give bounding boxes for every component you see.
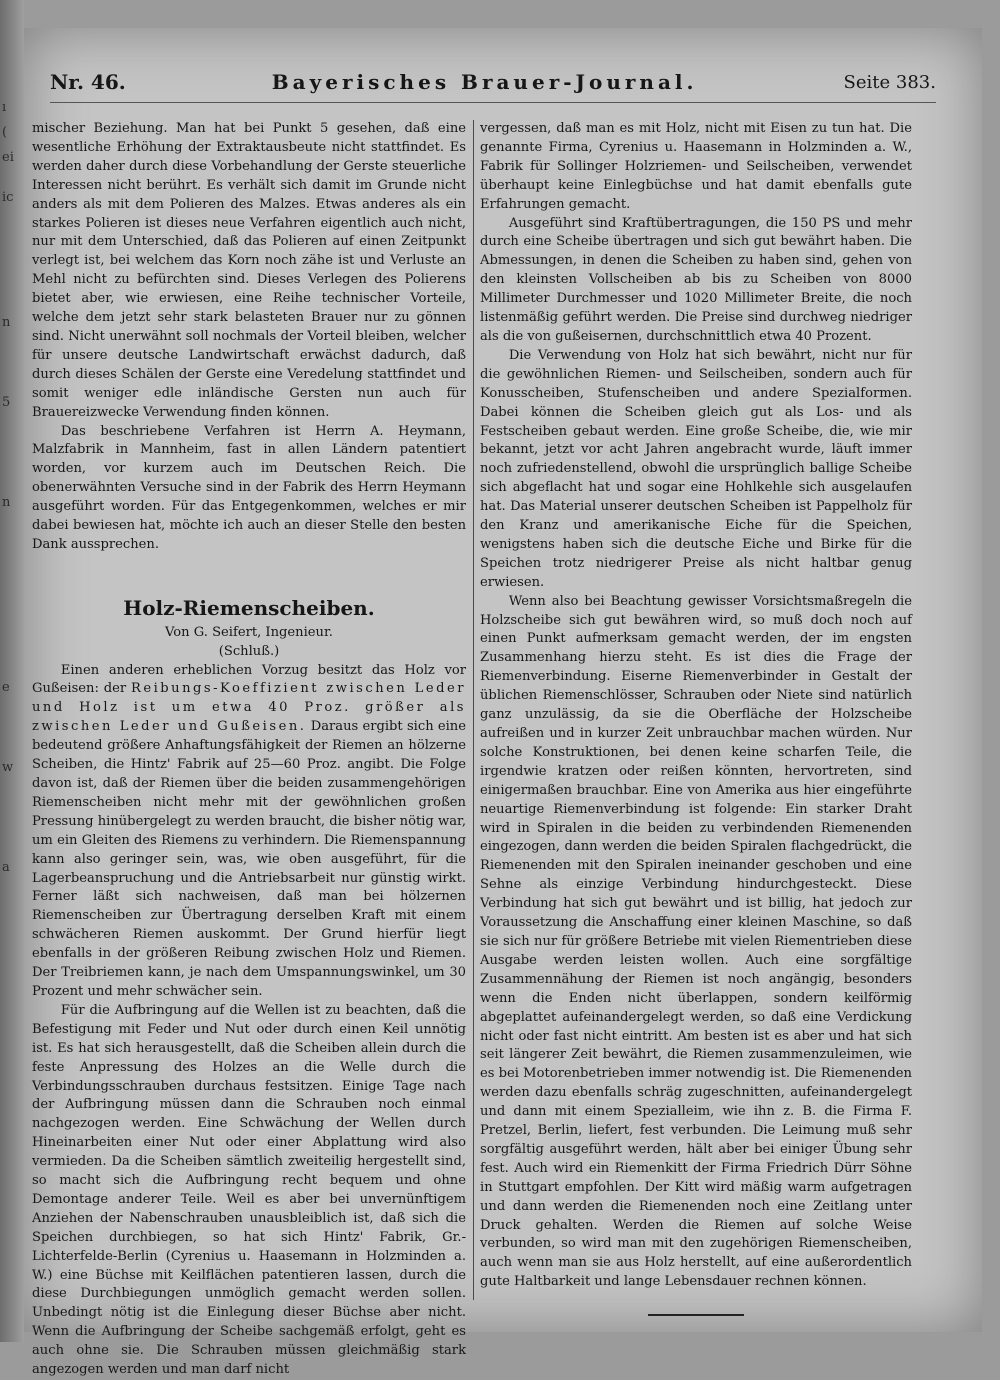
issue-number: Nr. 46. bbox=[50, 70, 126, 94]
end-of-article-rule bbox=[648, 1314, 744, 1316]
left-column bbox=[32, 120, 466, 1380]
paragraph: mischer Beziehung. Man hat bei Punkt 5 gesehen, daß eine wesentliche Erhöhung der Extraktausbeute nicht stattfindet. Es werden daher durch diese Vorbehandlung der Gerste steuerliche Interessen nicht berührt. Es verhält sich damit im Grunde nicht anders als mit dem Polieren des Malzes. Etwas anderes als ein starkes Polieren ist dieses neue Verfahren eigentlich auch nicht, nur mit dem Unterschied, daß das Polieren auf einen Zeitpunkt verlegt ist, bei welchem das Korn noch zähe ist und Verluste an Mehl nicht zu befürchten sind. Dieses Verlegen des Polierens bietet aber, wie erwiesen, eine Reihe technischer Vorteile, welche dem jetzt sehr stark belasteten Brauer nur zu gönnen sind. Nicht unerwähnt soll nochmals der Vorteil bleiben, welcher für unsere deutsche Landwirtschaft erwächst dadurch, daß durch dieses Schälen der Gerste eine Veredelung stattfindet und somit weniger edle inländische Gersten nun auch für Brauereizwecke Verwendung finden können. bbox=[32, 121, 466, 420]
edge-fragment: ( bbox=[2, 125, 8, 140]
running-header bbox=[50, 62, 936, 103]
paragraph: vergessen, daß man es mit Holz, nicht mit Eisen zu tun hat. Die genannte Firma, Cyrenius u. Haasemann in Holzminden a. W., Fabrik für Sollinger Holzriemen- und Seilscheiben, verwendet überhaupt keine Einlegbüchse und hat damit ebenfalls gute Erfahrungen gemacht. bbox=[480, 121, 912, 212]
adjacent-page-edge bbox=[0, 0, 24, 1342]
emphasized-text: Reibungs-Koeffizient zwischen Leder und Holz ist um etwa 40 Proz. größer als zwischen Leder und Gußeisen. bbox=[32, 681, 466, 735]
paragraph: Die Verwendung von Holz hat sich bewährt, nicht nur für die gewöhnlichen Riemen- und Seilscheiben, sondern auch für Konusscheiben, Stufenscheiben und andere Spezialformen. Dabei können die Scheiben gleich gut als Los- und als Festscheiben gebaut werden. Eine große Scheibe, die, wie mir bekannt, jetzt vor acht Jahren angebracht wurde, läuft immer noch zufriedenstellend, obwohl die ursprünglich ballige Scheibe sich abgeflacht hat und sogar eine Hohlkehle sich ausgelaufen hat. Das Material unserer deutschen Scheiben ist Pappelholz für den Kranz und amerikanische Eiche für die Speichen, wenigstens haben sich die deutsche Eiche und Birke für die Speichen trotz niedrigerer Preise als nicht haltbar genug erwiesen. bbox=[480, 347, 912, 590]
article-title: Holz-Riemenscheiben. bbox=[123, 595, 375, 620]
paragraph: Für die Aufbringung auf die Wellen ist zu beachten, daß die Befestigung mit Feder und Nut oder durch einen Keil unnötig ist. Es hat sich herausgestellt, daß die Scheiben allein durch die feste Anpressung des Holzes an die Welle durch die Verbindungsschrauben durchaus festsitzen. Einige Tage nach der Aufbringung müssen dann die Schrauben noch einmal nachgezogen werden. Eine Schwächung der Wellen durch Hineinarbeiten einer Nut oder einer Abplattung wird also vermieden. Da die Scheiben sämtlich zweiteilig hergestellt sind, so macht sich die Aufbringung recht bequem und ohne Demontage anderer Teile. Weil es aber bei unvernünftigem Anziehen der Nabenschrauben unausbleiblich ist, daß sich die Speichen durchbiegen, so hat sich Hintz' Fabrik, Gr.-Lichterfelde-Berlin (Cyrenius u. Haasemann in Holzminden a. W.) eine Büchse mit Keilflächen patentieren lassen, durch die diese Durchbiegungen unmöglich gemacht werden sollen. Unbedingt nötig ist die Einlegung dieser Büchse aber nicht. Wenn die Aufbringung der Scheibe sachgemäß erfolgt, geht es auch ohne sie. Die Schrauben müssen gleichmäßig stark angezogen werden und man darf nicht bbox=[32, 1002, 466, 1378]
paragraph: Wenn also bei Beachtung gewisser Vorsichtsmaßregeln die Holzscheibe sich gut bewähren wird, so muß doch noch auf einen Punkt aufmerksam gemacht werden, der im engsten Zusammenhang hierzu steht. Es ist dies die Frage der Riemenverbindung. Eiserne Riemenverbinder in Gestalt der üblichen Riemenschlösser, Schrauben oder Niete sind natürlich ganz unzulässig, da sie die Oberfläche der Holzscheibe aufreißen und in kurzer Zeit unbrauchbar machen würden. Nur solche Konstruktionen, bei denen keine scharfen Teile, die irgendwie kratzen oder reißen könnten, hervortreten, sind einigermaßen brauchbar. Eine von Amerika aus hier eingeführte neuartige Riemenverbindung ist folgende: Ein starker Draht wird in Spiralen in die beiden zu verbindenden Riemenenden eingezogen, dann werden die beiden Spiralen flachgedrückt, die Riemenenden mit den Spiralen ineinander geschoben und eine Sehne als einzige Verbindung hindurchgesteckt. Diese Verbindung hat sich gut bewährt und ist billig, hat jedoch zur Voraussetzung die Anschaffung einer kleinen Maschine, so daß sie sich nur für größere Betriebe mit vielen Riementrieben diese Ausgabe werden leisten wollen. Auch eine sorgfältige Zusammennähung der Riemen ist noch angängig, besonders wenn die Enden nicht überlappen, sondern keilförmig abgeplattet aufeinandergelegt werden, so daß eine Verdickung nicht oder fast nicht eintritt. Am besten ist es aber und hat sich seit längerer Zeit bewährt, die Riemen zusammenzuleimen, wie es bei Motorenbetrieben immer notwendig ist. Die Riemenenden werden dazu ebenfalls schräg zugeschnitten, aufeinandergelegt und dann mit einem Spezialleim, wie ihn z. B. die Firma F. Pretzel, Berlin, liefert, fest verbunden. Die Leimung muß sehr sorgfältig ausgeführt werden, hält aber bei einiger Übung sehr fest. Auch wird ein Riemenkitt der Firma Friedrich Dürr Söhne in Stuttgart empfohlen. Der Kitt wird mäßig warm aufgetragen und dann werden die Riemenenden noch eine Zeitlang unter Druck gehalten. Werden die Riemen auf solche Weise verbunden, so wird man mit den zugehörigen Riemenscheiben, auch wenn man sie aus Holz herstellt, auf eine außerordentlich gute Haltbarkeit und lange Lebensdauer rechnen können. bbox=[480, 593, 912, 1290]
paragraph: Ausgeführt sind Kraftübertragungen, die 150 PS und mehr durch eine Scheibe übertragen und sich gut bewährt haben. Die Abmessungen, in denen die Scheiben zu haben sind, gehen von den kleinsten Vollscheiben ab bis zu Scheiben von 8000 Millimeter Durchmesser und 1020 Millimeter Breite, die noch listenmäßig geführt werden. Die Preise sind durchweg niedriger als die von gußeisernen, durchschnittlich etwa 40 Prozent. bbox=[480, 215, 912, 344]
byline: Von G. Seifert, Ingenieur. bbox=[165, 624, 333, 640]
paragraph bbox=[32, 662, 466, 1002]
edge-fragment: 5 bbox=[2, 395, 11, 410]
paragraph-text: Daraus ergibt sich eine bedeutend größere Anhaftungsfähigkeit der Riemen an hölzerne Scheiben, die Hintz' Fabrik auf 25—60 Proz. angibt. Die Folge davon ist, daß der Riemen über die beiden zusammengehörigen Riemenscheiben nicht mehr mit der gewöhnlichen großen Pressung hinübergelegt zu werden braucht, die bisher nötig war, um ein Gleiten des Riemens zu verhindern. Die Riemenspannung kann also geringer sein, was, wie oben ausgeführt, für die Lagerbeanspruchung und die Antriebsarbeit nur günstig wirkt. Ferner läßt sich nachweisen, daß man bei hölzernen Riemenscheiben zur Übertragung derselben Kraft mit einem schwächeren Riemen auskommt. Der Grund hierfür liegt ebenfalls in der größeren Reibung zwischen Holz und Riemen. Der Treibriemen kann, je nach dem Umspannungswinkel, um 30 Prozent und mehr schwächer sein. bbox=[32, 719, 466, 999]
edge-fragment: ei bbox=[2, 150, 14, 165]
edge-fragment: n bbox=[2, 315, 11, 330]
edge-fragment: ic bbox=[2, 190, 14, 205]
page-number: Seite 383. bbox=[843, 71, 936, 93]
edge-fragment: w bbox=[2, 760, 14, 775]
edge-fragment: e bbox=[2, 680, 10, 695]
edge-fragment: a bbox=[2, 860, 10, 875]
journal-title: Bayerisches Brauer-Journal. bbox=[271, 70, 698, 94]
continuation-note: (Schluß.) bbox=[218, 643, 280, 659]
journal-page bbox=[24, 28, 982, 1378]
paragraph: Das beschriebene Verfahren ist Herrn A. Heymann, Malzfabrik in Mannheim, fast in allen Ländern patentiert worden, vor kurzem auch im Deutschen Reich. Die obenerwähnten Versuche sind in der Fabrik des Herrn Heymann ausgeführt worden. Für das Entgegenkommen, welches er mir dabei bewiesen hat, möchte ich auch an dieser Stelle den besten Dank aussprechen. bbox=[32, 423, 466, 552]
paragraph-text: Einen anderen erheblichen Vorzug besitzt das Holz vor Gußeisen: der bbox=[32, 662, 466, 697]
right-column bbox=[480, 120, 912, 1316]
edge-fragment: ı bbox=[2, 100, 7, 115]
edge-fragment: n bbox=[2, 495, 11, 510]
column-divider bbox=[473, 120, 474, 1300]
